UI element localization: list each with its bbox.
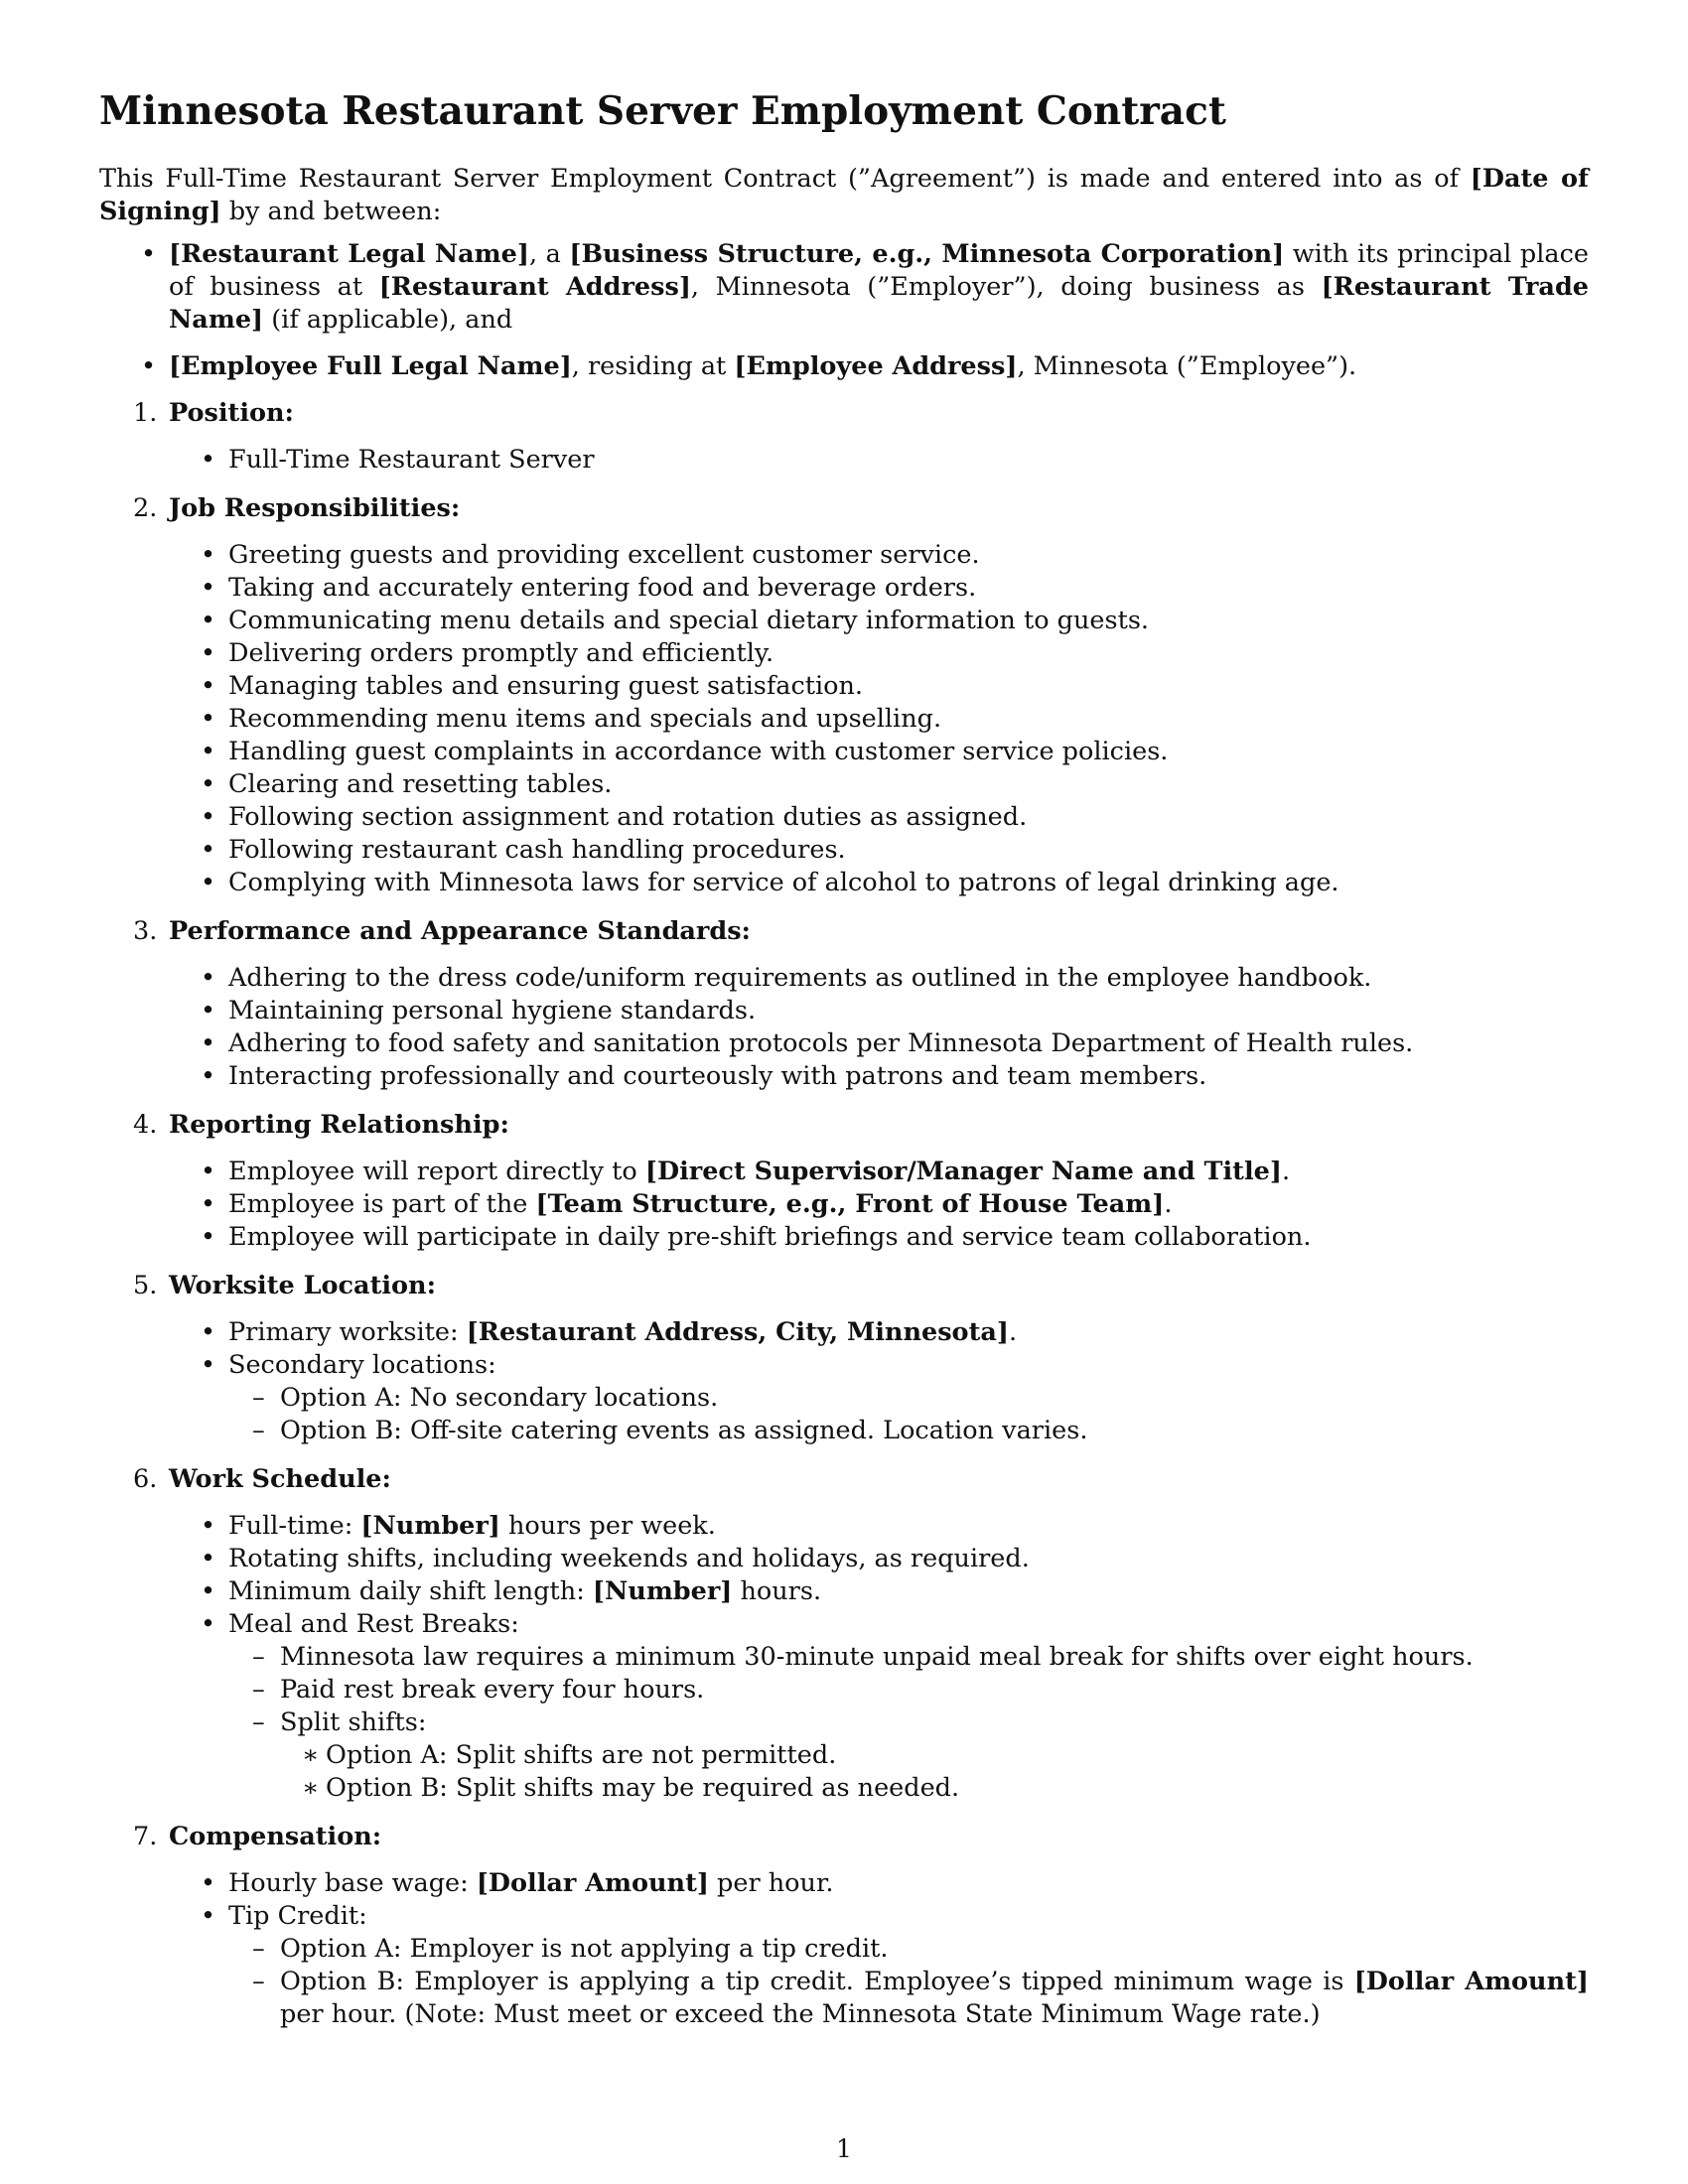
section-number: 7. bbox=[133, 1822, 158, 1851]
text: per hour. bbox=[708, 1868, 834, 1898]
text: hours. bbox=[732, 1576, 822, 1606]
intro-text: This Full-Time Restaurant Server Employment Contract (”Agreement”) is made and entered into as of bbox=[99, 164, 1471, 194]
team-structure-placeholder: [Team Structure, e.g., Front of House Team] bbox=[535, 1189, 1165, 1219]
hours-placeholder: [Number] bbox=[360, 1511, 500, 1541]
list-item: • Handling guest complaints in accordance with customer service policies. bbox=[169, 736, 1589, 768]
list-item: • Communicating menu details and special dietary information to guests. bbox=[169, 605, 1589, 637]
sub-item: – Option B: Off-site catering events as assigned. Location varies. bbox=[228, 1415, 1589, 1447]
list-item: • Managing tables and ensuring guest satisfaction. bbox=[169, 670, 1589, 703]
list-item: • Adhering to the dress code/uniform requirements as outlined in the employee handbook. bbox=[169, 962, 1589, 995]
list-item bbox=[169, 1349, 1589, 1447]
section-performance-standards bbox=[99, 915, 1589, 1093]
section-items bbox=[169, 539, 1589, 899]
list-item bbox=[169, 1316, 1589, 1349]
list-item bbox=[169, 1867, 1589, 1900]
section-number: 4. bbox=[133, 1110, 158, 1140]
sub-item bbox=[228, 1966, 1589, 2031]
employer-name-placeholder: [Restaurant Legal Name] bbox=[169, 239, 529, 269]
business-structure-placeholder: [Business Structure, e.g., Minnesota Corporation] bbox=[569, 239, 1285, 269]
text: Full-time: bbox=[228, 1511, 361, 1541]
text: per hour. (Note: Must meet or exceed the Minnesota State Minimum Wage rate.) bbox=[280, 1999, 1321, 2029]
sub-sub-item: ∗ Option B: Split shifts may be required as needed. bbox=[280, 1772, 1589, 1805]
wage-placeholder: [Dollar Amount] bbox=[476, 1868, 709, 1898]
list-item: • Taking and accurately entering food and beverage orders. bbox=[169, 572, 1589, 605]
restaurant-address-placeholder: [Restaurant Address] bbox=[378, 272, 691, 302]
text: . bbox=[1008, 1317, 1018, 1347]
section-title: Job Responsibilities: bbox=[169, 493, 461, 523]
list-item: • Full-Time Restaurant Server bbox=[169, 444, 1589, 477]
text: Secondary locations: bbox=[228, 1350, 496, 1380]
tipped-wage-placeholder: [Dollar Amount] bbox=[1353, 1967, 1589, 1996]
list-item bbox=[169, 1156, 1589, 1188]
section-number: 1. bbox=[133, 398, 158, 428]
document-page bbox=[99, 87, 1589, 2047]
list-item: • Following restaurant cash handling procedures. bbox=[169, 834, 1589, 867]
section-items bbox=[169, 444, 1589, 477]
employee-party bbox=[99, 350, 1589, 383]
list-item bbox=[169, 1188, 1589, 1221]
section-title: Reporting Relationship: bbox=[169, 1110, 509, 1140]
section-items bbox=[169, 1510, 1589, 1805]
text: Split shifts: bbox=[280, 1707, 427, 1737]
list-item: • Clearing and resetting tables. bbox=[169, 768, 1589, 801]
section-number: 6. bbox=[133, 1464, 158, 1494]
list-item: • Complying with Minnesota laws for service of alcohol to patrons of legal drinking age. bbox=[169, 867, 1589, 899]
shift-length-placeholder: [Number] bbox=[592, 1576, 733, 1606]
list-item: • Recommending menu items and specials and upselling. bbox=[169, 703, 1589, 736]
section-reporting-relationship bbox=[99, 1109, 1589, 1254]
worksite-placeholder: [Restaurant Address, City, Minnesota] bbox=[466, 1317, 1009, 1347]
text: hours per week. bbox=[499, 1511, 716, 1541]
list-item: • Maintaining personal hygiene standards. bbox=[169, 995, 1589, 1027]
section-compensation bbox=[99, 1821, 1589, 2031]
text: Employee is part of the bbox=[228, 1189, 536, 1219]
page-number: 1 bbox=[836, 2134, 852, 2163]
section-items bbox=[169, 1867, 1589, 2031]
text: . bbox=[1164, 1189, 1173, 1219]
sub-item: – Paid rest break every four hours. bbox=[228, 1674, 1589, 1706]
list-item: • Delivering orders promptly and efficiently. bbox=[169, 637, 1589, 670]
employee-address-placeholder: [Employee Address] bbox=[734, 351, 1018, 381]
section-title: Work Schedule: bbox=[169, 1464, 391, 1494]
sub-sub-list bbox=[280, 1739, 1589, 1805]
text: Option B: Employer is applying a tip credit. Employee’s tipped minimum wage is bbox=[280, 1967, 1354, 1996]
section-items bbox=[169, 1156, 1589, 1254]
parties-list bbox=[99, 238, 1589, 383]
section-title: Position: bbox=[169, 398, 294, 428]
list-item bbox=[169, 1510, 1589, 1543]
document-title: Minnesota Restaurant Server Employment Contract bbox=[99, 88, 1226, 134]
section-worksite-location bbox=[99, 1270, 1589, 1447]
sub-list bbox=[228, 1641, 1589, 1805]
section-number: 3. bbox=[133, 916, 158, 946]
text: Minimum daily shift length: bbox=[228, 1576, 593, 1606]
text: Employee will report directly to bbox=[228, 1157, 645, 1186]
intro-text-end: by and between: bbox=[220, 197, 442, 226]
employer-party bbox=[99, 238, 1589, 337]
sub-item: – Option A: Employer is not applying a tip credit. bbox=[228, 1933, 1589, 1966]
section-work-schedule bbox=[99, 1463, 1589, 1805]
text: Primary worksite: bbox=[228, 1317, 467, 1347]
text: with its principal place of business at bbox=[169, 239, 1589, 302]
text: , a bbox=[528, 239, 570, 269]
list-item bbox=[169, 1575, 1589, 1608]
section-items bbox=[169, 962, 1589, 1093]
sub-list bbox=[228, 1933, 1589, 2031]
text: , Minnesota (”Employee”). bbox=[1017, 351, 1357, 381]
sub-list bbox=[228, 1382, 1589, 1447]
text: , Minnesota (”Employer”), doing business as bbox=[690, 272, 1322, 302]
section-number: 5. bbox=[133, 1271, 158, 1300]
section-job-responsibilities bbox=[99, 492, 1589, 899]
section-title: Compensation: bbox=[169, 1822, 382, 1851]
list-item: • Rotating shifts, including weekends and holidays, as required. bbox=[169, 1543, 1589, 1575]
list-item bbox=[169, 1900, 1589, 2031]
section-position bbox=[99, 397, 1589, 477]
supervisor-placeholder: [Direct Supervisor/Manager Name and Title] bbox=[644, 1157, 1282, 1186]
text: . bbox=[1281, 1157, 1291, 1186]
text: Meal and Rest Breaks: bbox=[228, 1609, 519, 1639]
section-title: Performance and Appearance Standards: bbox=[169, 916, 751, 946]
list-item: • Employee will participate in daily pre-shift briefings and service team collaboration. bbox=[169, 1221, 1589, 1254]
text: (if applicable), and bbox=[263, 305, 513, 335]
sub-sub-item: ∗ Option A: Split shifts are not permitted. bbox=[280, 1739, 1589, 1772]
list-item: • Interacting professionally and courteously with patrons and team members. bbox=[169, 1060, 1589, 1093]
employee-name-placeholder: [Employee Full Legal Name] bbox=[169, 351, 572, 381]
text: Tip Credit: bbox=[228, 1901, 367, 1931]
sub-item: – Option A: No secondary locations. bbox=[228, 1382, 1589, 1415]
text: Hourly base wage: bbox=[228, 1868, 477, 1898]
list-item: • Following section assignment and rotation duties as assigned. bbox=[169, 801, 1589, 834]
text: , residing at bbox=[571, 351, 735, 381]
list-item: • Adhering to food safety and sanitation protocols per Minnesota Department of Health rules. bbox=[169, 1027, 1589, 1060]
sub-item: – Minnesota law requires a minimum 30-minute unpaid meal break for shifts over eight hours. bbox=[228, 1641, 1589, 1674]
section-title: Worksite Location: bbox=[169, 1271, 437, 1300]
sections-list bbox=[99, 397, 1589, 2031]
trade-name-placeholder: [Restaurant Trade Name] bbox=[169, 272, 1590, 335]
section-items bbox=[169, 1316, 1589, 1447]
section-number: 2. bbox=[133, 493, 158, 523]
intro-paragraph bbox=[99, 163, 1589, 228]
list-item bbox=[169, 1608, 1589, 1805]
sub-item bbox=[228, 1706, 1589, 1805]
date-placeholder: [Date of Signing] bbox=[99, 164, 1590, 226]
list-item: • Greeting guests and providing excellent customer service. bbox=[169, 539, 1589, 572]
